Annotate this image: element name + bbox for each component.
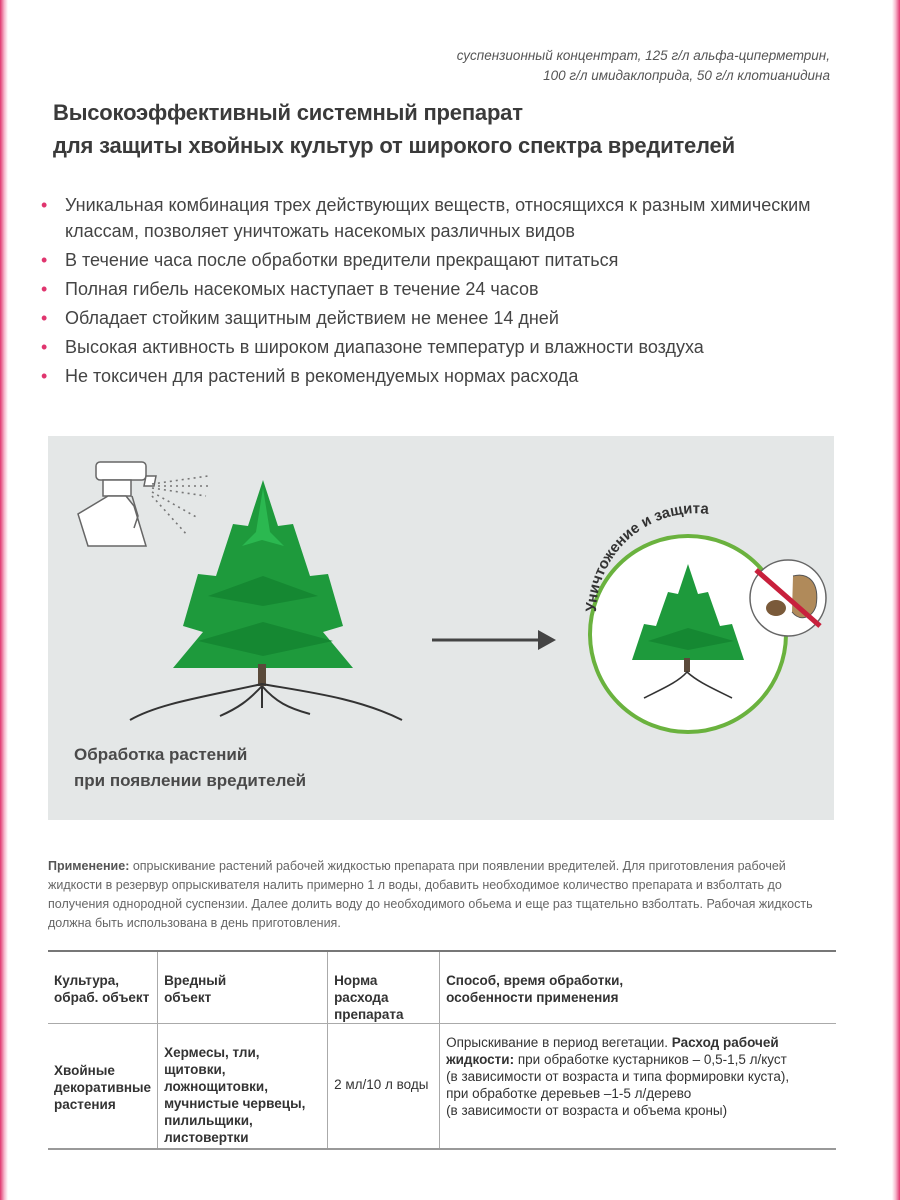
benefit-item: • Уникальная комбинация трех действующих веществ, относящихся к разным химическим классам, позволяет уничтожать насекомых различных видов bbox=[37, 192, 837, 244]
bullet-icon: • bbox=[41, 337, 48, 357]
table-header-row bbox=[48, 951, 836, 1024]
benefit-item: • Обладает стойким защитным действием не менее 14 дней bbox=[37, 305, 837, 331]
bullet-icon: • bbox=[41, 250, 48, 270]
column-header: Вредный объект bbox=[158, 951, 328, 1024]
benefits-list bbox=[37, 192, 837, 392]
composition-subtitle bbox=[457, 46, 830, 86]
spray-bottle-icon bbox=[78, 462, 156, 546]
badge-label: Уничтожение и защита bbox=[582, 500, 710, 613]
subtitle-line: 100 г/л имидаклоприда, 50 г/л клотианидина bbox=[543, 68, 830, 83]
left-pink-border bbox=[0, 0, 8, 1200]
subtitle-line: суспензионный концентрат, 125 г/л альфа-циперметрин, bbox=[456, 48, 830, 63]
benefit-item: • Высокая активность в широком диапазоне температур и влажности воздуха bbox=[37, 334, 837, 360]
tree-roots bbox=[130, 684, 402, 720]
pests-icon bbox=[750, 560, 826, 636]
illustration-panel bbox=[48, 436, 834, 820]
illustration-caption bbox=[74, 742, 306, 794]
rate-cell: 2 мл/10 л воды bbox=[328, 1024, 440, 1150]
table-row bbox=[48, 1024, 836, 1150]
title-line: Высокоэффективный системный препарат bbox=[53, 100, 523, 125]
caption-line: Обработка растений bbox=[74, 745, 248, 764]
right-pink-border bbox=[892, 0, 900, 1200]
crop-cell: Хвойные декоративные растения bbox=[48, 1024, 158, 1150]
pests-cell: Хермесы, тли, щитовки, ложнощитовки, мучнистые червецы, пилильщики, листовертки bbox=[158, 1024, 328, 1150]
bullet-icon: • bbox=[41, 308, 48, 328]
usage-label: Применение: bbox=[48, 859, 130, 873]
application-table bbox=[48, 950, 836, 1150]
bullet-icon: • bbox=[41, 279, 48, 299]
bullet-icon: • bbox=[41, 195, 48, 215]
fir-tree-icon bbox=[173, 480, 353, 686]
usage-instructions bbox=[48, 857, 838, 933]
column-header: Способ, время обработки, особенности применения bbox=[440, 951, 836, 1024]
title-line: для защиты хвойных культур от широкого спектра вредителей bbox=[53, 133, 735, 158]
usage-text: опрыскивание растений рабочей жидкостью препарата при появлении вредителей. Для приготовления рабочей жидкости в резервур опрыскивателя налить примерно 1 л воды, добавить необходимое количество препарата и взболтать до получения однородной суспензии. Далее долить воду до необходимого обьема и еще раз тщательно взболтать. Рабочая жидкость должна быть использована в день приготовления. bbox=[48, 859, 813, 930]
bullet-icon: • bbox=[41, 366, 48, 386]
benefit-item: • В течение часа после обработки вредители прекращают питаться bbox=[37, 247, 837, 273]
benefit-item: • Не токсичен для растений в рекомендуемых нормах расхода bbox=[37, 363, 837, 389]
method-cell: Опрыскивание в период вегетации. Расход рабочей жидкости: при обработке кустарников – 0,5-1,5 л/куст (в зависимости от возраста и типа формировки куста), при обработке деревьев –1-5 л/дерево (в зависимости от возраста и объема кроны) bbox=[440, 1024, 836, 1150]
column-header: Культура, обраб. объект bbox=[48, 951, 158, 1024]
arrow-icon bbox=[432, 630, 556, 650]
spray-mist bbox=[152, 476, 210, 536]
caption-line: при появлении вредителей bbox=[74, 771, 307, 790]
benefit-item: • Полная гибель насекомых наступает в течение 24 часов bbox=[37, 276, 837, 302]
page-title bbox=[53, 96, 735, 162]
column-header: Норма расхода препарата bbox=[328, 951, 440, 1024]
